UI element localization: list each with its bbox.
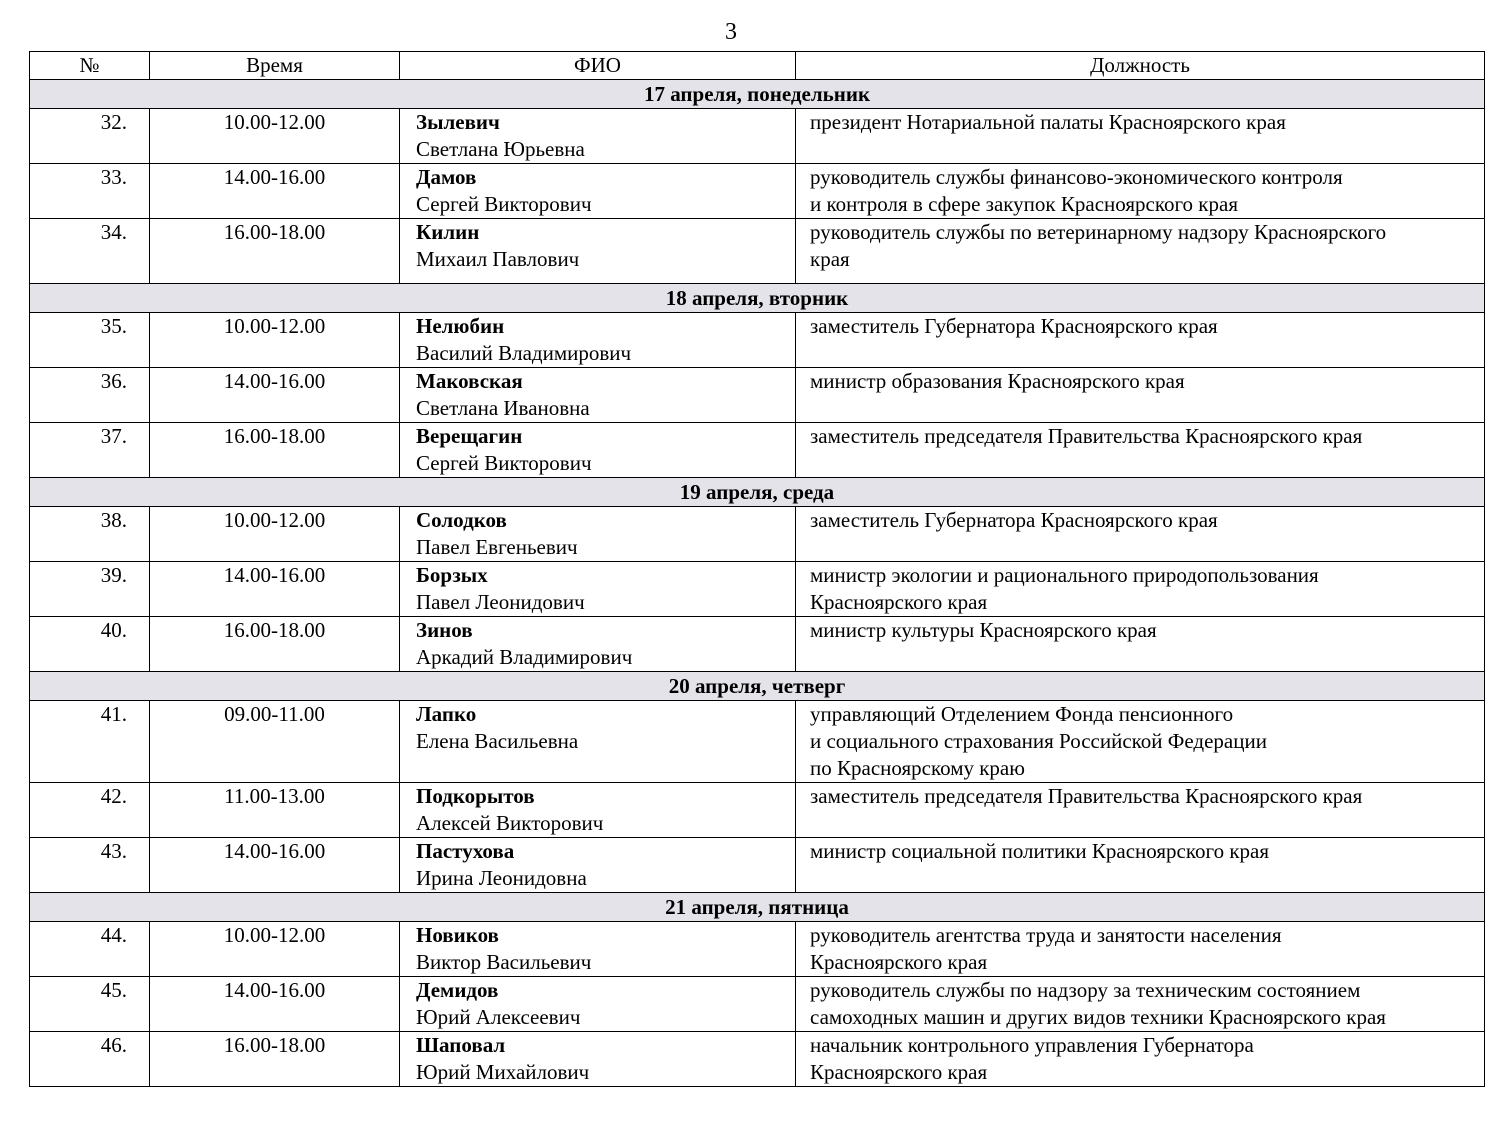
given-names: Михаил Павлович <box>416 247 580 271</box>
header-position: Должность <box>796 52 1485 80</box>
table-row <box>30 219 1485 284</box>
given-names: Сергей Викторович <box>416 451 592 475</box>
surname: Маковская <box>416 369 523 393</box>
row-time: 10.00-12.00 <box>150 922 400 977</box>
header-time: Время <box>150 52 400 80</box>
given-names: Алексей Викторович <box>416 811 604 835</box>
row-position <box>796 109 1485 164</box>
day-header-row <box>30 672 1485 701</box>
table-row <box>30 164 1485 219</box>
table-row <box>30 368 1485 423</box>
day-title: 21 апреля, пятница <box>30 893 1485 922</box>
table-row <box>30 423 1485 478</box>
position-line: заместитель председателя Правительства Красноярского края <box>810 424 1363 448</box>
row-time: 10.00-12.00 <box>150 109 400 164</box>
position-line: самоходных машин и других видов техники Красноярского края <box>810 1005 1386 1029</box>
position-line: президент Нотариальной палаты Красноярского края <box>810 110 1286 134</box>
row-fio <box>400 1032 796 1087</box>
surname: Нелюбин <box>416 314 505 338</box>
given-names: Светлана Юрьевна <box>416 137 585 161</box>
row-fio <box>400 164 796 219</box>
row-fio <box>400 219 796 284</box>
row-position <box>796 368 1485 423</box>
row-fio <box>400 922 796 977</box>
surname: Солодков <box>416 508 507 532</box>
row-position <box>796 977 1485 1032</box>
given-names: Ирина Леонидовна <box>416 866 587 890</box>
row-number: 38. <box>30 507 150 562</box>
surname: Борзых <box>416 563 488 587</box>
row-time: 14.00-16.00 <box>150 368 400 423</box>
row-time: 14.00-16.00 <box>150 838 400 893</box>
given-names: Василий Владимирович <box>416 341 632 365</box>
page-number: 3 <box>725 19 737 45</box>
row-time: 10.00-12.00 <box>150 313 400 368</box>
row-time: 14.00-16.00 <box>150 562 400 617</box>
row-position <box>796 219 1485 284</box>
row-position <box>796 313 1485 368</box>
row-position <box>796 562 1485 617</box>
position-line: руководитель службы финансово-экономического контроля <box>810 165 1343 189</box>
surname: Килин <box>416 220 480 244</box>
day-title: 20 апреля, четверг <box>30 672 1485 701</box>
row-number: 32. <box>30 109 150 164</box>
table-row <box>30 507 1485 562</box>
given-names: Юрий Михайлович <box>416 1060 590 1084</box>
given-names: Сергей Викторович <box>416 192 592 216</box>
position-line: управляющий Отделением Фонда пенсионного <box>810 702 1234 726</box>
row-fio <box>400 368 796 423</box>
row-position <box>796 783 1485 838</box>
row-time: 16.00-18.00 <box>150 219 400 284</box>
row-time: 14.00-16.00 <box>150 164 400 219</box>
row-position <box>796 922 1485 977</box>
position-line: Красноярского края <box>810 590 988 614</box>
position-line: начальник контрольного управления Губернатора <box>810 1033 1254 1057</box>
row-time: 14.00-16.00 <box>150 977 400 1032</box>
position-line: края <box>810 247 850 271</box>
table-row <box>30 701 1485 783</box>
surname: Лапко <box>416 702 477 726</box>
position-line: руководитель агентства труда и занятости населения <box>810 923 1282 947</box>
position-line: руководитель службы по ветеринарному надзору Красноярского <box>810 220 1387 244</box>
table-row <box>30 562 1485 617</box>
row-number: 40. <box>30 617 150 672</box>
row-number: 33. <box>30 164 150 219</box>
row-time: 10.00-12.00 <box>150 507 400 562</box>
given-names: Павел Леонидович <box>416 590 585 614</box>
row-time: 09.00-11.00 <box>150 701 400 783</box>
schedule-body <box>30 80 1485 1087</box>
row-number: 36. <box>30 368 150 423</box>
position-line: министр образования Красноярского края <box>810 369 1185 393</box>
row-time: 11.00-13.00 <box>150 783 400 838</box>
position-line: министр социальной политики Красноярского края <box>810 839 1270 863</box>
position-line: министр культуры Красноярского края <box>810 618 1157 642</box>
row-number: 45. <box>30 977 150 1032</box>
table-row <box>30 977 1485 1032</box>
row-number: 37. <box>30 423 150 478</box>
given-names: Юрий Алексеевич <box>416 1005 581 1029</box>
row-number: 34. <box>30 219 150 284</box>
row-number: 44. <box>30 922 150 977</box>
row-fio <box>400 313 796 368</box>
table-row <box>30 1032 1485 1087</box>
table-row <box>30 313 1485 368</box>
table-row <box>30 783 1485 838</box>
row-number: 35. <box>30 313 150 368</box>
row-position <box>796 423 1485 478</box>
day-title: 19 апреля, среда <box>30 478 1485 507</box>
header-number: № <box>30 52 150 80</box>
header-fio: ФИО <box>400 52 796 80</box>
row-position <box>796 617 1485 672</box>
row-fio <box>400 977 796 1032</box>
surname: Шаповал <box>416 1033 506 1057</box>
row-fio <box>400 109 796 164</box>
surname: Пастухова <box>416 839 515 863</box>
surname: Новиков <box>416 923 499 947</box>
given-names: Павел Евгеньевич <box>416 535 578 559</box>
position-line: заместитель Губернатора Красноярского края <box>810 314 1218 338</box>
day-title: 17 апреля, понедельник <box>30 80 1485 109</box>
table-row <box>30 838 1485 893</box>
position-line: руководитель службы по надзору за техническим состоянием <box>810 978 1361 1002</box>
row-fio <box>400 562 796 617</box>
row-position <box>796 507 1485 562</box>
given-names: Виктор Васильевич <box>416 950 592 974</box>
table-row <box>30 109 1485 164</box>
row-number: 41. <box>30 701 150 783</box>
surname: Зинов <box>416 618 473 642</box>
day-header-row <box>30 80 1485 109</box>
table-header-row <box>30 52 1485 80</box>
position-line: министр экологии и рационального природопользования <box>810 563 1319 587</box>
given-names: Аркадий Владимирович <box>416 645 633 669</box>
row-position <box>796 838 1485 893</box>
row-fio <box>400 423 796 478</box>
day-header-row <box>30 478 1485 507</box>
surname: Зылевич <box>416 110 500 134</box>
row-fio <box>400 838 796 893</box>
given-names: Елена Васильевна <box>416 729 579 753</box>
day-title: 18 апреля, вторник <box>30 284 1485 313</box>
position-line: по Красноярскому краю <box>810 756 1025 780</box>
row-fio <box>400 617 796 672</box>
surname: Дамов <box>416 165 477 189</box>
row-time: 16.00-18.00 <box>150 423 400 478</box>
position-line: и социального страхования Российской Федерации <box>810 729 1267 753</box>
row-number: 39. <box>30 562 150 617</box>
row-time: 16.00-18.00 <box>150 617 400 672</box>
row-number: 46. <box>30 1032 150 1087</box>
row-time: 16.00-18.00 <box>150 1032 400 1087</box>
row-fio <box>400 783 796 838</box>
row-position <box>796 701 1485 783</box>
day-header-row <box>30 893 1485 922</box>
table-row <box>30 922 1485 977</box>
given-names: Светлана Ивановна <box>416 396 590 420</box>
table-row <box>30 617 1485 672</box>
surname: Демидов <box>416 978 499 1002</box>
row-number: 42. <box>30 783 150 838</box>
row-fio <box>400 701 796 783</box>
position-line: заместитель председателя Правительства Красноярского края <box>810 784 1363 808</box>
position-line: Красноярского края <box>810 950 988 974</box>
position-line: Красноярского края <box>810 1060 988 1084</box>
schedule-table <box>29 51 1485 1087</box>
position-line: заместитель Губернатора Красноярского края <box>810 508 1218 532</box>
day-header-row <box>30 284 1485 313</box>
row-number: 43. <box>30 838 150 893</box>
row-position <box>796 1032 1485 1087</box>
surname: Подкорытов <box>416 784 535 808</box>
row-position <box>796 164 1485 219</box>
surname: Верещагин <box>416 424 523 448</box>
row-fio <box>400 507 796 562</box>
position-line: и контроля в сфере закупок Красноярского края <box>810 192 1238 216</box>
